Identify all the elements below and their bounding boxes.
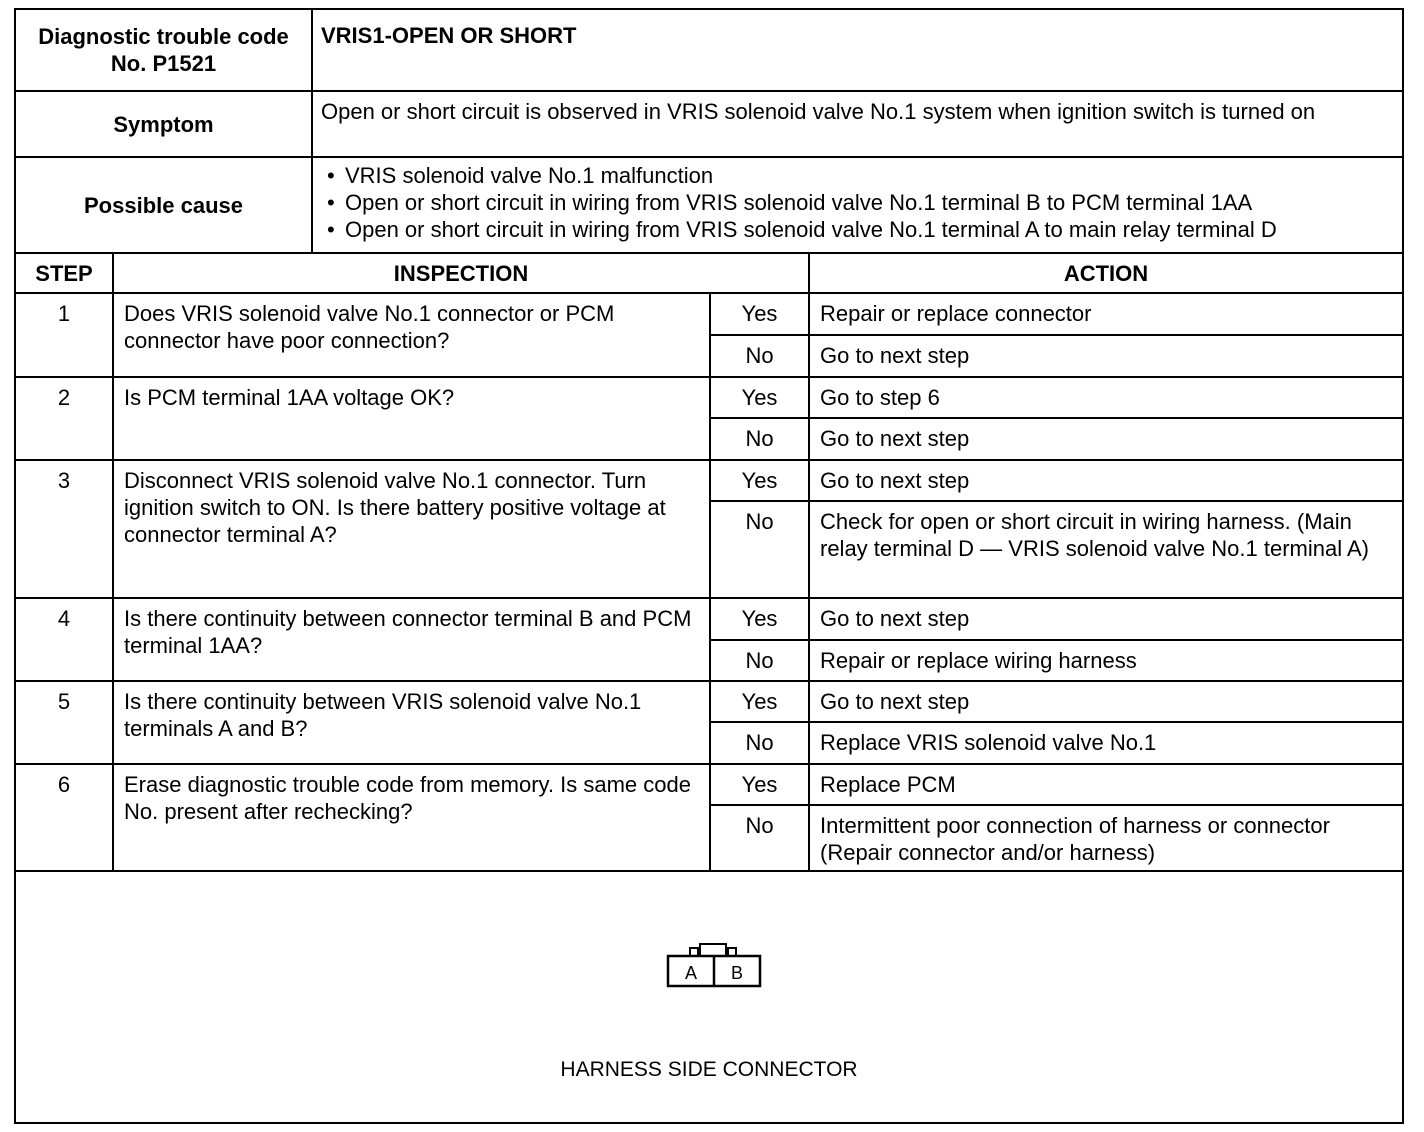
no-action: Check for open or short circuit in wiring harness. (Main relay terminal D — VRIS solenoid valve No.1 terminal A) (820, 509, 1369, 561)
no-answer: No (745, 730, 774, 755)
yes-action: Go to next step (810, 599, 1402, 641)
no-answer: No (745, 648, 774, 673)
yes-action: Go to next step (810, 461, 1402, 502)
cause-item: • Open or short circuit in wiring from VRIS solenoid valve No.1 terminal A to main relay terminal D (321, 216, 1402, 243)
step-inspection: Does VRIS solenoid valve No.1 connector or PCM connector have poor connection? (114, 294, 711, 376)
step-answer-column (711, 294, 810, 376)
no-action: Repair or replace wiring harness (820, 648, 1137, 673)
inspection-column-header-text: INSPECTION (393, 260, 529, 286)
step-action-column (810, 682, 1402, 763)
step-answer-column (711, 378, 810, 459)
cause-list (313, 158, 1402, 252)
step-number: 4 (16, 599, 114, 680)
step-inspection: Is PCM terminal 1AA voltage OK? (114, 378, 711, 459)
step-inspection: Disconnect VRIS solenoid valve No.1 connector. Turn ignition switch to ON. Is there battery positive voltage at connector terminal A? (114, 461, 711, 597)
yes-answer: Yes (711, 461, 808, 502)
yes-answer: Yes (711, 682, 808, 723)
yes-action: Go to step 6 (810, 378, 1402, 419)
dtc-label (16, 10, 313, 90)
no-action: Intermittent poor connection of harness or connector (Repair connector and/or harness) (820, 813, 1330, 865)
symptom-label (16, 92, 313, 156)
symptom-label-text: Symptom (113, 111, 214, 137)
step-column-header (16, 254, 114, 292)
step-number: 1 (16, 294, 114, 376)
yes-action: Replace PCM (810, 765, 1402, 806)
step-answer-column (711, 682, 810, 763)
step-action-column (810, 599, 1402, 680)
step-number: 3 (16, 461, 114, 597)
no-answer: No (745, 813, 774, 838)
no-answer: No (745, 343, 774, 368)
connector-caption: HARNESS SIDE CONNECTOR (560, 1058, 858, 1081)
step-action-column (810, 765, 1402, 870)
no-action: Go to next step (820, 426, 970, 451)
step-number: 2 (16, 378, 114, 459)
symptom-text (313, 92, 1402, 156)
cause-item: • VRIS solenoid valve No.1 malfunction (321, 162, 1402, 189)
no-answer: No (745, 426, 774, 451)
dtc-label-text: Diagnostic trouble code No. P1521 (38, 24, 289, 76)
inspection-column-header (114, 254, 810, 292)
cause-label-text: Possible cause (84, 192, 243, 218)
no-action: Go to next step (820, 343, 970, 368)
cause-item: • Open or short circuit in wiring from VRIS solenoid valve No.1 terminal B to PCM terminal 1AA (321, 189, 1402, 216)
harness-connector-icon (664, 938, 774, 998)
step-row (16, 378, 1402, 461)
dtc-title-text: VRIS1-OPEN OR SHORT (321, 23, 577, 48)
step-answer-column (711, 765, 810, 870)
connector-diagram (16, 872, 1402, 1122)
symptom-row (16, 92, 1402, 158)
symptom-description: Open or short circuit is observed in VRIS solenoid valve No.1 system when ignition switch is turned on (321, 99, 1316, 124)
yes-answer: Yes (711, 378, 808, 419)
step-action-column (810, 294, 1402, 376)
diagnostic-sheet (14, 8, 1404, 1124)
pin-b-label: B (730, 963, 744, 983)
cause-label (16, 158, 313, 252)
action-column-header (810, 254, 1402, 292)
step-action-column (810, 378, 1402, 459)
yes-action: Repair or replace connector (810, 294, 1402, 336)
yes-answer: Yes (711, 599, 808, 641)
pin-a-label: A (684, 963, 698, 983)
step-number: 5 (16, 682, 114, 763)
step-answer-column (711, 599, 810, 680)
column-header-row (16, 254, 1402, 294)
yes-answer: Yes (711, 765, 808, 806)
step-inspection: Is there continuity between connector terminal B and PCM terminal 1AA? (114, 599, 711, 680)
step-inspection: Erase diagnostic trouble code from memory. Is same code No. present after rechecking? (114, 765, 711, 870)
step-row (16, 461, 1402, 599)
step-column-header-text: STEP (35, 260, 93, 286)
step-row (16, 294, 1402, 378)
step-answer-column (711, 461, 810, 597)
cause-row (16, 158, 1402, 254)
yes-answer: Yes (711, 294, 808, 336)
no-answer: No (745, 509, 774, 534)
no-action: Replace VRIS solenoid valve No.1 (820, 730, 1157, 755)
dtc-row (16, 10, 1402, 92)
dtc-title (313, 10, 1402, 90)
step-row (16, 682, 1402, 765)
yes-action: Go to next step (810, 682, 1402, 723)
step-inspection: Is there continuity between VRIS solenoid valve No.1 terminals A and B? (114, 682, 711, 763)
step-row (16, 599, 1402, 682)
action-column-header-text: ACTION (1063, 260, 1149, 286)
step-number: 6 (16, 765, 114, 870)
step-action-column (810, 461, 1402, 597)
step-row (16, 765, 1402, 872)
